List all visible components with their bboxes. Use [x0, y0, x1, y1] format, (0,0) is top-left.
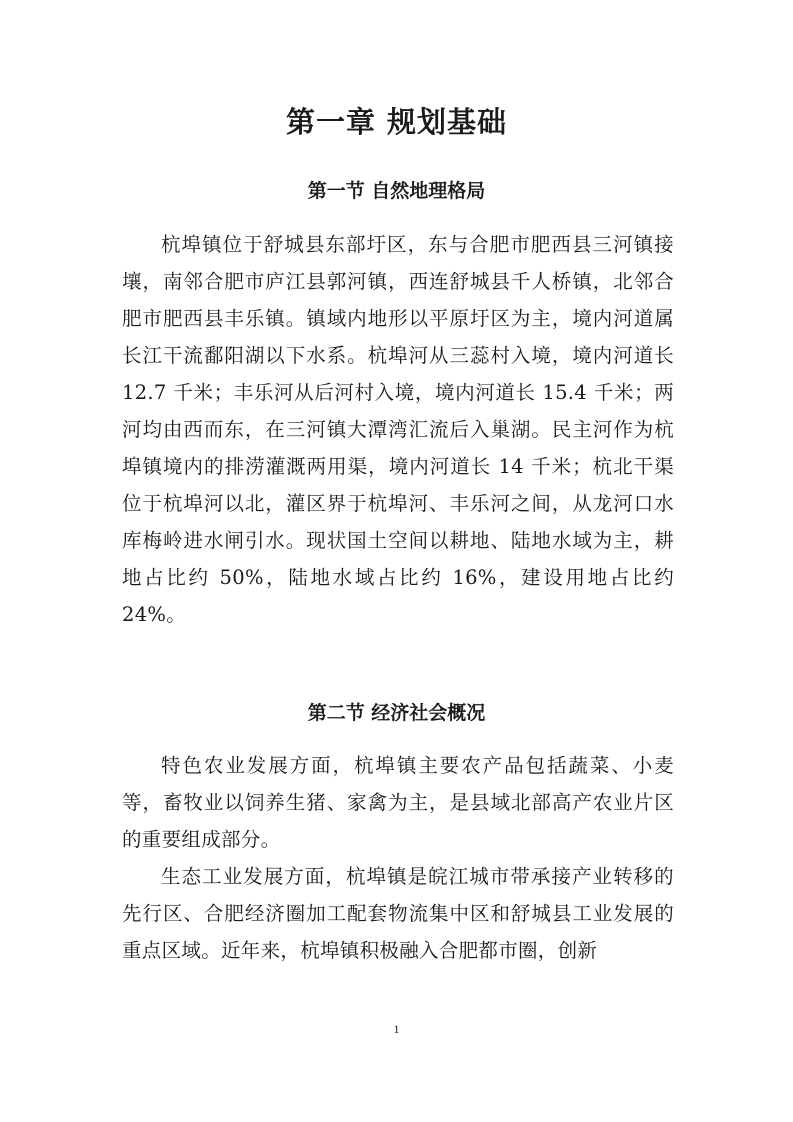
paragraph-natural-geography: 杭埠镇位于舒城县东部圩区，东与合肥市肥西县三河镇接壤，南邻合肥市庐江县郭河镇，西连舒城县千人桥镇，北邻合肥市肥西县丰乐镇。镇域内地形以平原圩区为主，境内河道属长江干流鄱阳湖以下水系。杭埠河从三蕊村入境，境内河道长 12.7 千米；丰乐河从后河村入境，境内河道长 15.4 千米；两河均由西而东，在三河镇大潭湾汇流后入巢湖。民主河作为杭埠镇境内的排涝灌溉两用渠，境内河道长 14 千米；杭北干渠位于杭埠河以北，灌区界于杭埠河、丰乐河之间，从龙河口水库梅岭进水闸引水。现状国土空间以耕地、陆地水域为主，耕地占比约 50%，陆地水域占比约 16%，建设用地占比约 24%。: [122, 233, 674, 626]
chapter-title: 第一章 规划基础: [285, 105, 508, 139]
section-title-economy-society: 第二节 经济社会概况: [307, 702, 486, 724]
paragraph-industry: 生态工业发展方面，杭埠镇是皖江城市带承接产业转移的先行区、合肥经济圈加工配套物流集中区和舒城县工业发展的重点区域。近年来，杭埠镇积极融入合肥都市圈，创新: [122, 865, 674, 962]
page-number: 1: [393, 1022, 400, 1036]
section-title-natural-geography: 第一节 自然地理格局: [307, 180, 486, 202]
paragraph-agriculture: 特色农业发展方面，杭埠镇主要农产品包括蔬菜、小麦等，畜牧业以饲养生猪、家禽为主，是县域北部高产农业片区的重要组成部分。: [122, 754, 674, 851]
